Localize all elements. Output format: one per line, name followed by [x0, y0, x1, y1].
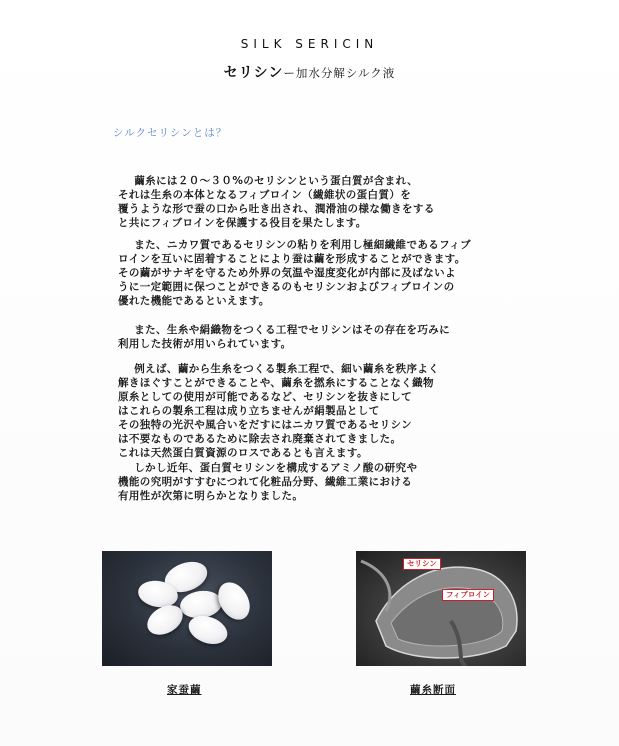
- label-sericin: セリシン: [403, 558, 441, 570]
- cocoon-photo: [102, 551, 272, 666]
- paragraph-5: しかし近年、蛋白質セリシンを構成するアミノ酸の研究や 機能の究明がすすむにつれて化粧品分野、繊維工業における 有用性が次第に明らかとなりました。: [118, 462, 418, 502]
- fiber-strand: [361, 561, 390, 611]
- cocoon-shape: [212, 577, 256, 626]
- paragraph-3: また、生糸や絹織物をつくる工程でセリシンはその存在を巧みに 利用した技術が用いられています。: [118, 324, 451, 350]
- title-jp-sub: ー加水分解シルク液: [283, 66, 396, 80]
- paragraph-2: また、ニカワ質であるセリシンの粘りを利用し極細繊維であるフィブ ロインを互いに固着することにより蚕は繭を形成することができます。 その繭がサナギを守るため外界の気温や湿度変化が内部に及ばないよ うに一定範囲に保つことができるのもセリシンおよびフィブロインの 優れた機能であるといえます。: [118, 239, 472, 307]
- fiber-cross-section-photo: [356, 551, 526, 666]
- title-japanese: [0, 62, 619, 82]
- caption-cross-section: 繭糸断面: [410, 684, 456, 696]
- caption-cocoon: 家蚕繭: [167, 684, 202, 696]
- cross-section-illustration: [356, 551, 526, 666]
- title-jp-main: セリシン: [223, 65, 284, 81]
- paragraph-1: 繭糸には２０～３０%のセリシンという蛋白質が含まれ、 それは生糸の本体となるフィブロイン（繊維状の蛋白質）を 覆うような形で蚕の口から吐き出され、潤滑油の様な働きをする と共にフィブロインを保護する役目を果たします。: [118, 175, 435, 229]
- label-fibroin: フィブロイン: [442, 589, 494, 601]
- title-english: SILK SERICIN: [240, 37, 379, 51]
- section-title: シルクセリシンとは？: [113, 127, 228, 139]
- paragraph-4: 例えば、繭から生糸をつくる製糸工程で、細い繭糸を秩序よく 解きほぐすことができることや、繭糸を撚糸にすることなく織物 原糸としての使用が可能であるなど、セリシンを抜きにして はこれらの製糸工程は成り立ちませんが絹製品として その独特の光沢や風合いをだすにはニカワ質であるセリシン は不要なものであるために除去され廃棄されてきました。 これは天然蛋白質資源のロスであるとも言えます。: [118, 363, 440, 459]
